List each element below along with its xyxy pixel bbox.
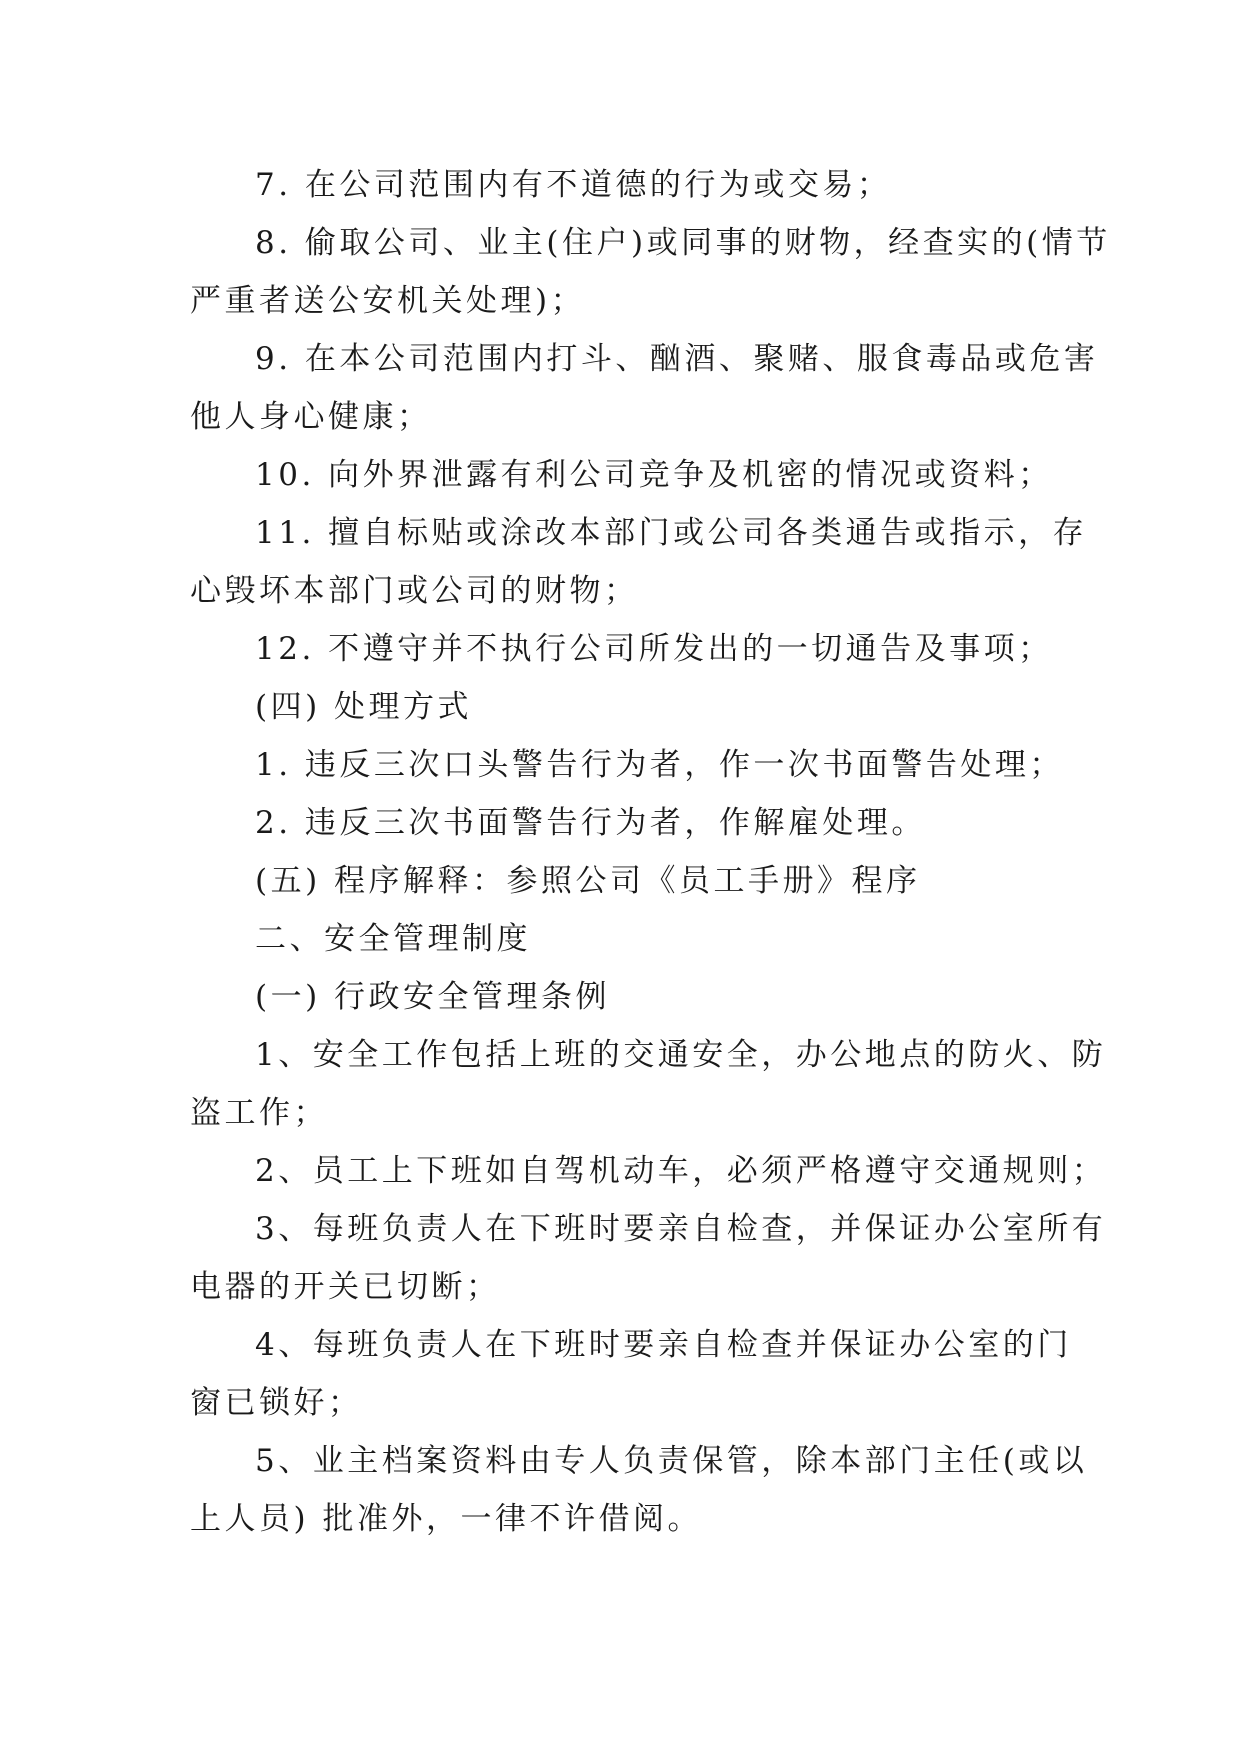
handling-item-1: 1. 违反三次口头警告行为者，作一次书面警告处理； bbox=[255, 747, 1064, 783]
safety-item-5-continued: 上人员) 批准外，一律不许借阅。 bbox=[190, 1501, 702, 1537]
rule-9-continued: 他人身心健康； bbox=[190, 399, 432, 435]
rule-12: 12. 不遵守并不执行公司所发出的一切通告及事项； bbox=[255, 631, 1053, 667]
section-4-heading: (四) 处理方式 bbox=[255, 689, 473, 725]
rule-8-continued: 严重者送公安机关处理)； bbox=[190, 283, 586, 319]
safety-item-3: 3、每班负责人在下班时要亲自检查，并保证办公室所有 bbox=[255, 1211, 1107, 1247]
safety-item-2: 2、员工上下班如自驾机动车，必须严格遵守交通规则； bbox=[255, 1153, 1107, 1189]
safety-item-1: 1、安全工作包括上班的交通安全，办公地点的防火、防 bbox=[255, 1037, 1107, 1073]
rule-11: 11. 擅自标贴或涂改本部门或公司各类通告或指示，存 bbox=[255, 515, 1088, 551]
safety-item-4-continued: 窗已锁好； bbox=[190, 1385, 363, 1421]
rule-11-continued: 心毁坏本部门或公司的财物； bbox=[190, 573, 639, 609]
safety-item-4: 4、每班负责人在下班时要亲自检查并保证办公室的门 bbox=[255, 1327, 1072, 1363]
rule-10: 10. 向外界泄露有利公司竞争及机密的情况或资料； bbox=[255, 457, 1053, 493]
section-5-heading: (五) 程序解释：参照公司《员工手册》程序 bbox=[255, 863, 921, 899]
chapter-2-heading: 二、安全管理制度 bbox=[255, 921, 531, 957]
safety-item-5: 5、业主档案资料由专人负责保管，除本部门主任(或以 bbox=[255, 1443, 1088, 1479]
subsection-1-heading: (一) 行政安全管理条例 bbox=[255, 979, 611, 1015]
safety-item-1-continued: 盗工作； bbox=[190, 1095, 328, 1131]
safety-item-3-continued: 电器的开关已切断； bbox=[190, 1269, 501, 1305]
rule-8: 8. 偷取公司、业主(住户)或同事的财物，经查实的(情节 bbox=[255, 225, 1111, 261]
handling-item-2: 2. 违反三次书面警告行为者，作解雇处理。 bbox=[255, 805, 926, 841]
rule-9: 9. 在本公司范围内打斗、酗酒、聚赌、服食毒品或危害 bbox=[255, 341, 1099, 377]
rule-7: 7. 在公司范围内有不道德的行为或交易； bbox=[255, 167, 892, 203]
